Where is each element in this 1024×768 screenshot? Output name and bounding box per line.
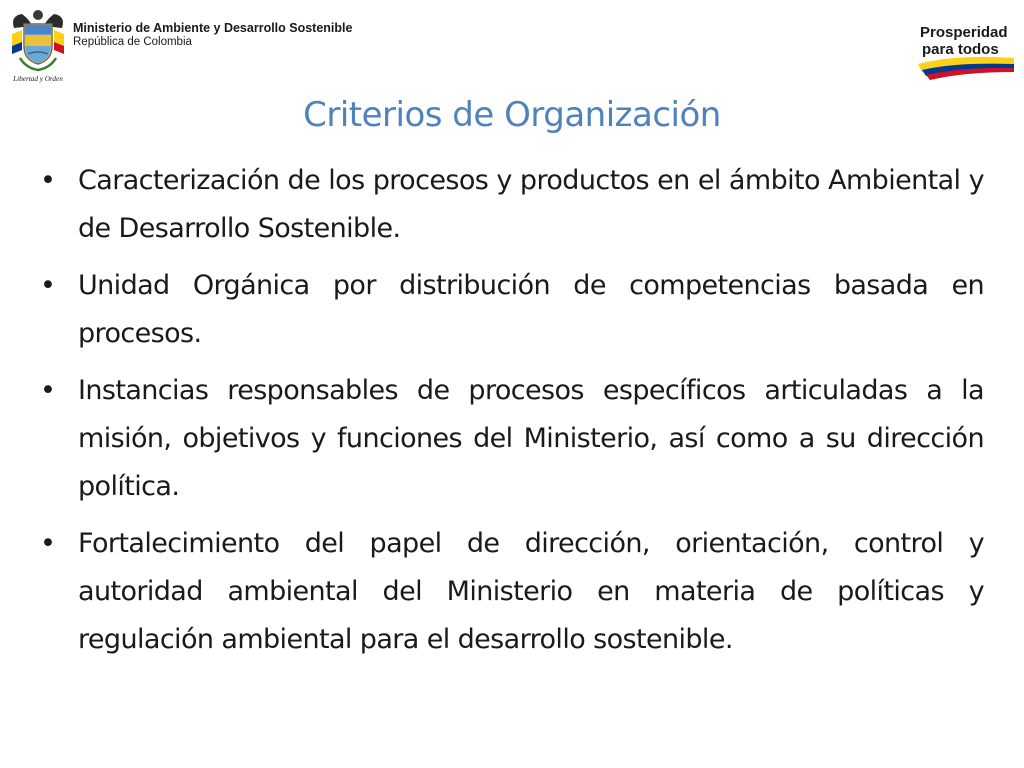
- bullet-marker: •: [40, 165, 56, 196]
- bullet-text: Unidad Orgánica por distribución de competencias basada en procesos.: [78, 270, 984, 349]
- bullet-list: [38, 157, 984, 673]
- bullet-marker: •: [40, 270, 56, 301]
- country-name: República de Colombia: [73, 36, 192, 48]
- svg-text:Prosperidad: Prosperidad: [920, 24, 1008, 41]
- bullet-text: Caracterización de los procesos y productos en el ámbito Ambiental y de Desarrollo Sostenible.: [78, 165, 984, 244]
- ministry-name: Ministerio de Ambiente y Desarrollo Sostenible: [73, 21, 353, 35]
- bullet-item: [38, 367, 984, 511]
- svg-text:para todos: para todos: [922, 41, 999, 58]
- bullet-item: [38, 262, 984, 358]
- slide-title: Criterios de Organización: [303, 95, 721, 135]
- bullet-marker: •: [40, 375, 56, 406]
- coat-of-arms-icon: [8, 6, 68, 84]
- bullet-text: Instancias responsables de procesos específicos articuladas a la misión, objetivos y funciones del Ministerio, así como a su dirección política.: [78, 375, 984, 502]
- ministry-header: [73, 21, 352, 50]
- bullet-text: Fortalecimiento del papel de dirección, orientación, control y autoridad ambiental del Ministerio en materia de políticas y regulación ambiental para el desarrollo sostenible.: [78, 528, 984, 655]
- bullet-marker: •: [40, 528, 56, 559]
- bullet-item: [38, 520, 984, 664]
- svg-text:Libertad y Orden: Libertad y Orden: [13, 75, 63, 83]
- bullet-item: [38, 157, 984, 253]
- prosperidad-logo: [916, 20, 1016, 82]
